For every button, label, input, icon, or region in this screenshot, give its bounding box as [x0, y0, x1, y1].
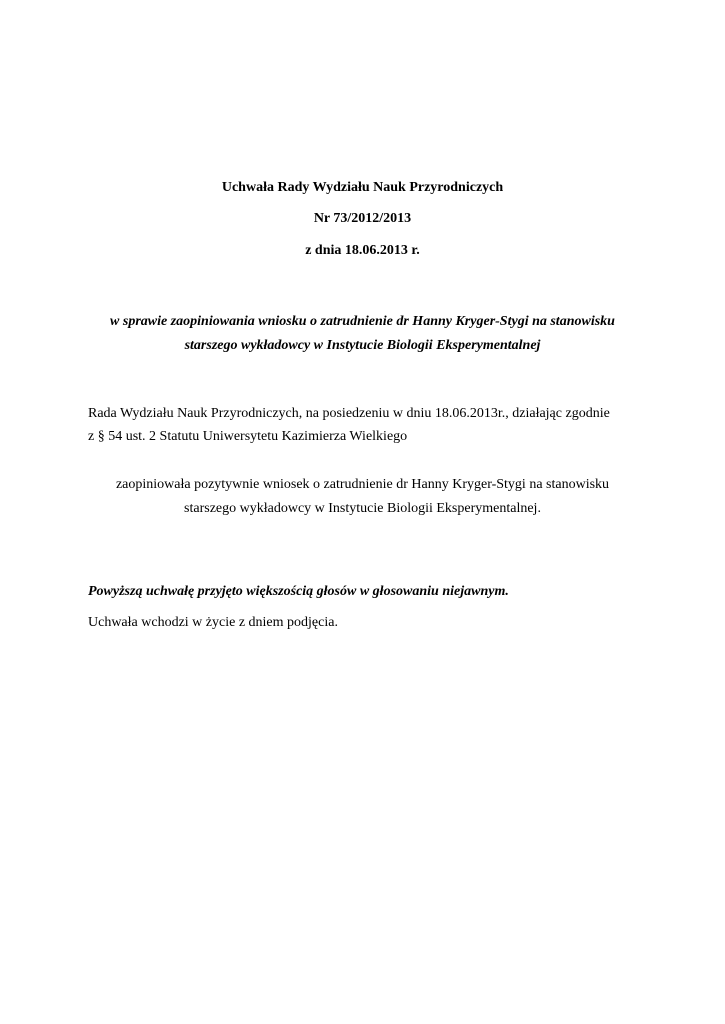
resolution-date: z dnia 18.06.2013 r.: [305, 243, 420, 258]
subject-line-1: w sprawie zaopiniowania wniosku o zatrudnienie dr Hanny Kryger-Stygi na stanowisku: [110, 314, 615, 329]
subject-line-2: starszego wykładowcy w Instytucie Biologii Eksperymentalnej: [184, 338, 541, 353]
vote-note: Powyższą uchwałę przyjęto większością głosów w głosowaniu niejawnym.: [88, 584, 509, 599]
effective-note: Uchwała wchodzi w życie z dniem podjęcia.: [88, 615, 338, 630]
resolution-number: Nr 73/2012/2013: [313, 211, 412, 226]
resolution-title: Uchwała Rady Wydziału Nauk Przyrodniczych: [221, 180, 504, 195]
decision-line-1: zaopiniowała pozytywnie wniosek o zatrudnienie dr Hanny Kryger-Stygi na stanowisku: [115, 477, 610, 492]
preamble-line-1: Rada Wydziału Nauk Przyrodniczych, na posiedzeniu w dniu 18.06.2013r., działając zgodnie: [88, 406, 610, 421]
decision-line-2: starszego wykładowcy w Instytucie Biologii Eksperymentalnej.: [184, 501, 541, 516]
preamble-line-2: z § 54 ust. 2 Statutu Uniwersytetu Kazimierza Wielkiego: [88, 429, 408, 444]
